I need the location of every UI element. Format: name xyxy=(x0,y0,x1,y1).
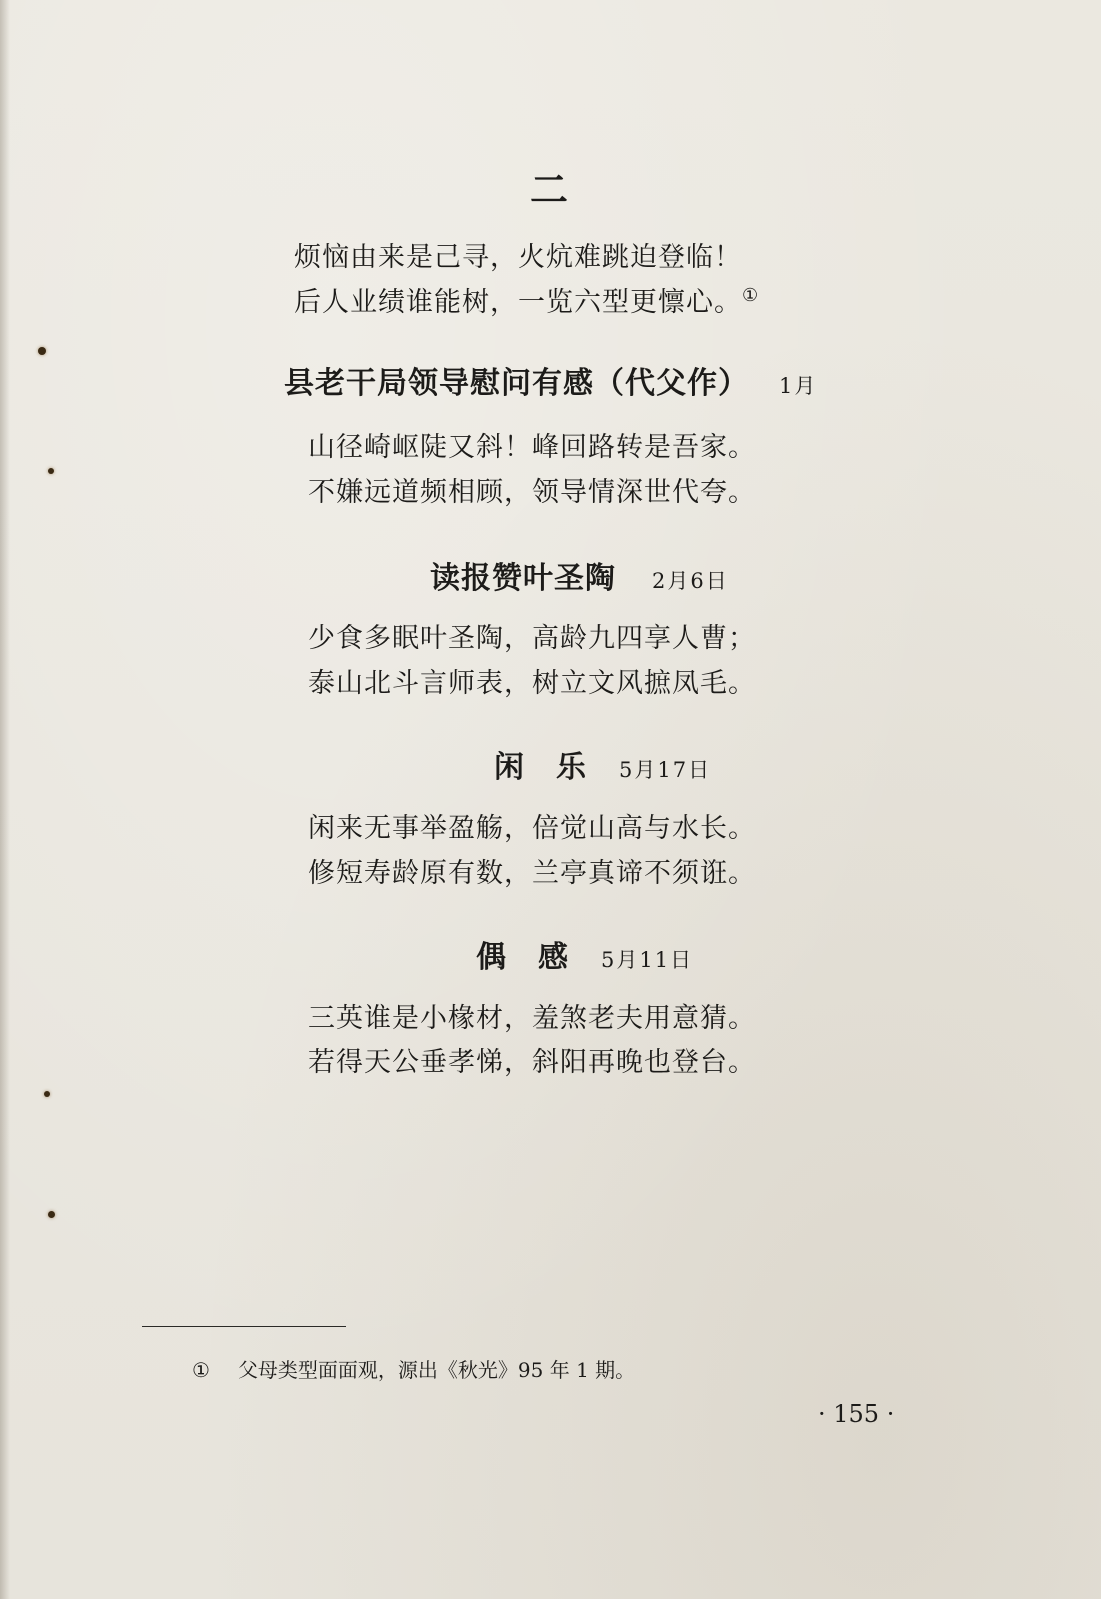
footnote-text: 父母类型面面观，源出《秋光》95 年 1 期。 xyxy=(237,1358,636,1382)
verse-line: 不嫌远道频相顾，领导情深世代夸。 xyxy=(308,477,756,508)
footnote xyxy=(192,1356,635,1384)
poem-date: 5月17日 xyxy=(619,758,712,782)
verse-line: 烦恼由来是己寻，火炕难跳迫登临！ xyxy=(294,242,742,273)
binding-hole xyxy=(48,1211,55,1218)
binding-hole xyxy=(44,1091,50,1097)
verse-line: 山径崎岖陡又斜！峰回路转是吾家。 xyxy=(308,432,756,463)
poem-title: 闲 乐 xyxy=(494,750,587,785)
poem-date: 1月 xyxy=(779,374,818,398)
poem-heading xyxy=(494,750,711,788)
verse-line: 三英谁是小椽材，羞煞老夫用意猜。 xyxy=(308,1003,756,1034)
footnote-number: ① xyxy=(192,1358,210,1382)
footnote-marker: ① xyxy=(742,285,760,306)
verse-line: 泰山北斗言师表，树立文风摭凤毛。 xyxy=(308,668,756,699)
page-edge-shadow xyxy=(0,0,10,1599)
poem-heading xyxy=(430,561,729,599)
verse-text: 后人业绩谁能树，一览六型更懔心。 xyxy=(294,287,742,318)
verse-line: 少食多眠叶圣陶，高龄九四享人曹； xyxy=(308,623,756,654)
poem-title: 县老干局领导慰问有感（代父作） xyxy=(284,366,749,401)
poem-title: 偶 感 xyxy=(476,940,569,975)
poem-heading xyxy=(476,940,693,978)
verse-line: 修短寿龄原有数，兰亭真谛不须诳。 xyxy=(308,858,756,889)
poem-heading xyxy=(284,366,817,404)
poem-date: 5月11日 xyxy=(601,948,694,972)
verse-line xyxy=(294,287,759,319)
verse-line: 闲来无事举盈觞，倍觉山高与水长。 xyxy=(308,813,756,844)
verse-line: 若得天公垂孝悌，斜阳再晚也登台。 xyxy=(308,1047,756,1078)
binding-hole xyxy=(48,468,54,474)
page-number: · 155 · xyxy=(818,1400,895,1428)
footnote-rule xyxy=(142,1326,346,1327)
section-number: 二 xyxy=(530,168,569,212)
poem-date: 2月6日 xyxy=(652,569,729,593)
poem-title: 读报赞叶圣陶 xyxy=(430,561,616,596)
binding-hole xyxy=(38,347,46,355)
